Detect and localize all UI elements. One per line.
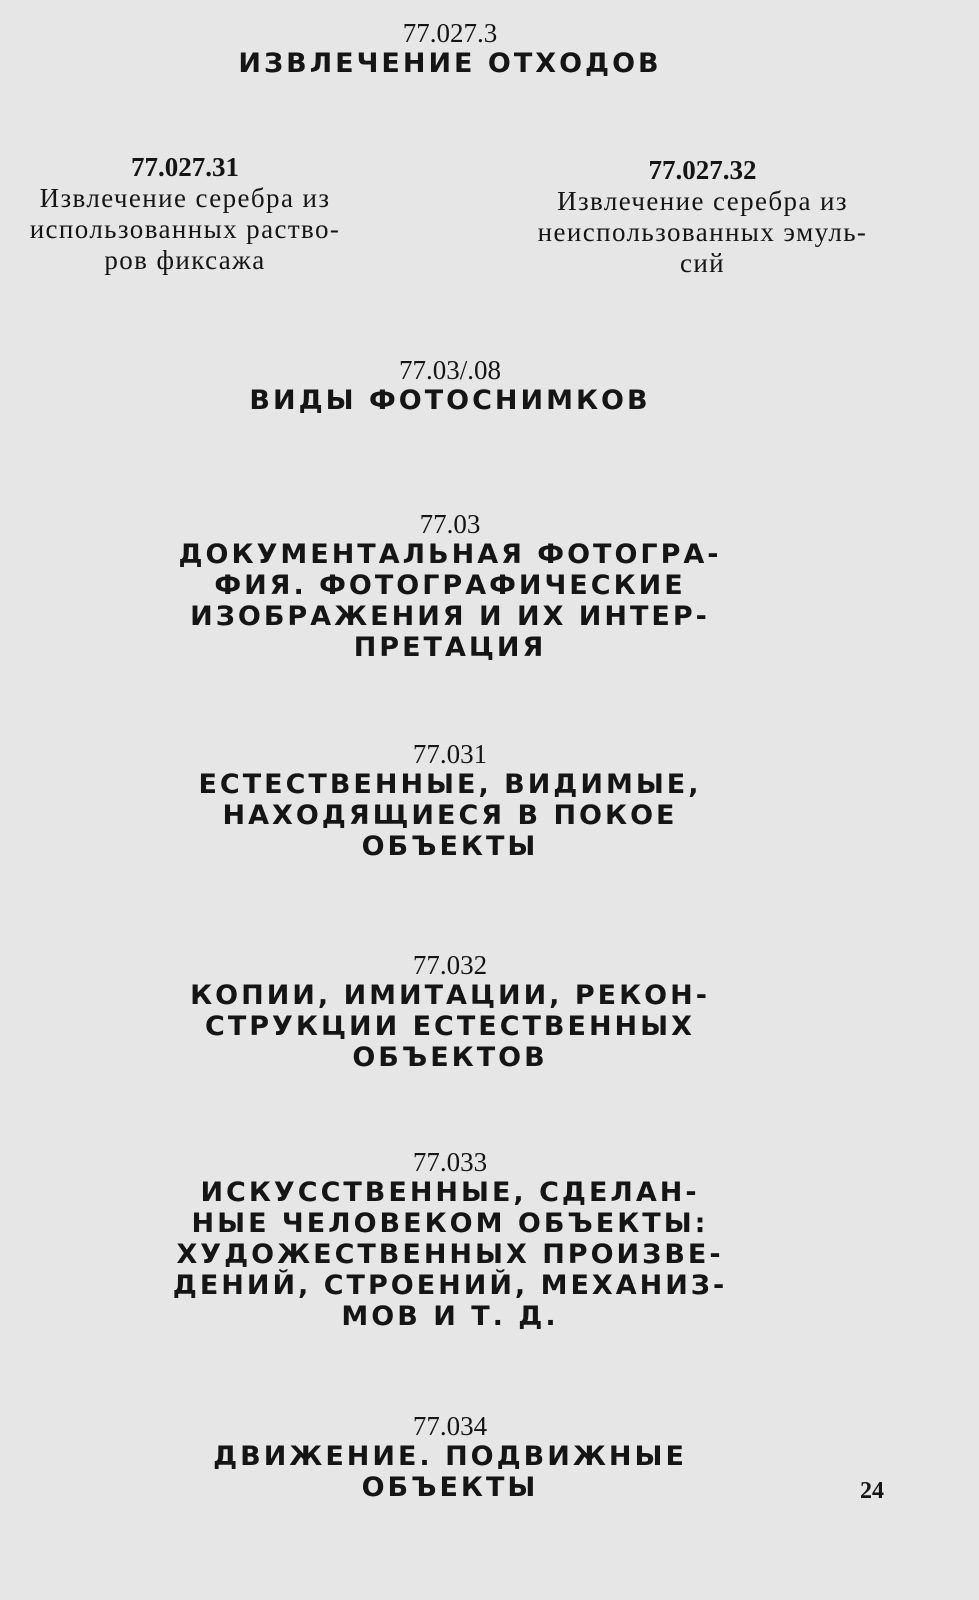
section-code: 77.033 bbox=[412, 1147, 488, 1177]
heading-line: СТРУКЦИИ ЕСТЕСТВЕННЫХ bbox=[205, 1011, 695, 1042]
section-heading bbox=[150, 1177, 750, 1332]
page-number: 24 bbox=[860, 1478, 884, 1504]
description-line: ров фиксажа bbox=[104, 245, 266, 275]
heading-line: ОБЪЕКТЫ bbox=[361, 831, 539, 862]
section-code: 77.03 bbox=[419, 509, 481, 539]
section-code: 77.03/.08 bbox=[398, 355, 501, 385]
heading-line: ПРЕТАЦИЯ bbox=[353, 632, 547, 663]
section-heading bbox=[150, 980, 750, 1073]
heading-line: КОПИИ, ИМИТАЦИИ, РЕКОН- bbox=[190, 980, 710, 1011]
subsection-description bbox=[0, 183, 370, 276]
section-code: 77.031 bbox=[412, 739, 488, 769]
section-heading bbox=[150, 769, 750, 862]
heading-line: МОВ И Т. Д. bbox=[341, 1301, 559, 1332]
subsection-description bbox=[515, 186, 890, 279]
heading-line: ФИЯ. ФОТОГРАФИЧЕСКИЕ bbox=[214, 570, 686, 601]
section-77-03-08 bbox=[150, 355, 750, 416]
heading-line: ДВИЖЕНИЕ. ПОДВИЖНЫЕ bbox=[213, 1441, 687, 1472]
heading-line: ИЗОБРАЖЕНИЯ И ИХ ИНТЕР- bbox=[190, 601, 710, 632]
section-heading bbox=[150, 48, 750, 79]
description-line: использованных раство- bbox=[29, 214, 341, 244]
heading-line: ЕСТЕСТВЕННЫЕ, ВИДИМЫЕ, bbox=[198, 769, 702, 800]
description-line: Извлечение серебра из bbox=[557, 186, 848, 216]
heading-line: НАХОДЯЩИЕСЯ В ПОКОЕ bbox=[222, 800, 678, 831]
section-77-027-3 bbox=[150, 18, 750, 79]
section-77-034 bbox=[150, 1411, 750, 1503]
subsection-code: 77.027.31 bbox=[131, 152, 239, 182]
section-77-03 bbox=[150, 509, 750, 663]
heading-line: ХУДОЖЕСТВЕННЫХ ПРОИЗВЕ- bbox=[176, 1239, 724, 1270]
heading-line: ВИДЫ ФОТОСНИМКОВ bbox=[249, 385, 651, 416]
section-code: 77.027.3 bbox=[402, 18, 498, 48]
heading-line: ОБЪЕКТОВ bbox=[352, 1042, 548, 1073]
section-77-032 bbox=[150, 950, 750, 1073]
section-77-031 bbox=[150, 739, 750, 862]
section-heading bbox=[150, 539, 750, 663]
heading-line: ДОКУМЕНТАЛЬНАЯ ФОТОГРА- bbox=[178, 539, 722, 570]
section-code: 77.032 bbox=[412, 950, 488, 980]
section-heading bbox=[150, 1441, 750, 1503]
section-code: 77.034 bbox=[412, 1411, 488, 1441]
heading-line: НЫЕ ЧЕЛОВЕКОМ ОБЪЕКТЫ: bbox=[191, 1208, 709, 1239]
subsection-77-027-32 bbox=[515, 154, 890, 279]
description-line: Извлечение серебра из bbox=[39, 183, 331, 213]
description-line: сий bbox=[679, 248, 726, 278]
heading-line: ИСКУССТВЕННЫЕ, СДЕЛАН- bbox=[200, 1177, 700, 1208]
subsection-77-027-31 bbox=[0, 151, 370, 276]
subsection-code: 77.027.32 bbox=[648, 155, 757, 185]
heading-line: ОБЪЕКТЫ bbox=[361, 1472, 539, 1503]
heading-line: ДЕНИЙ, СТРОЕНИЙ, МЕХАНИЗ- bbox=[172, 1270, 728, 1301]
description-line: неиспользованных эмуль- bbox=[537, 217, 868, 247]
section-77-033 bbox=[150, 1147, 750, 1332]
section-heading bbox=[150, 385, 750, 416]
heading-line: ИЗВЛЕЧЕНИЕ ОТХОДОВ bbox=[238, 48, 662, 79]
